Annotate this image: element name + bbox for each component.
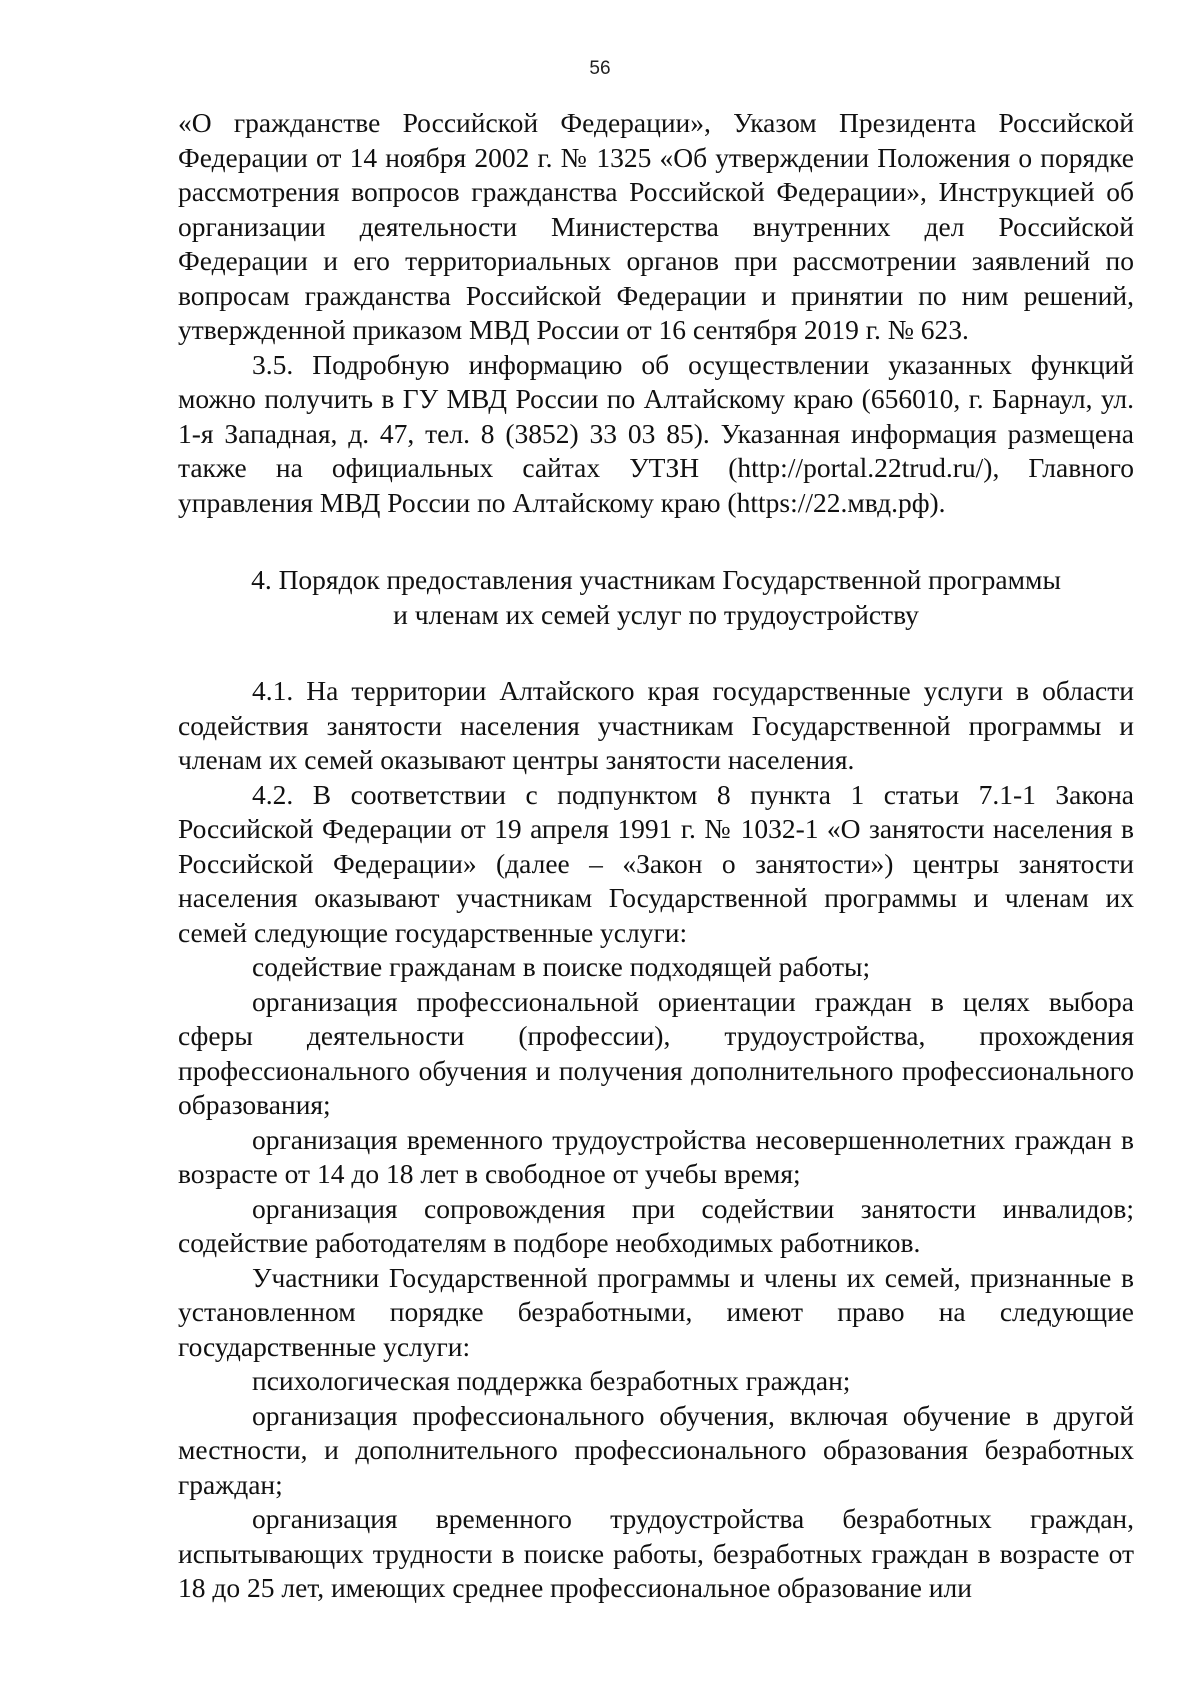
list-item-temporary-employment: организация временного трудоустройства безработных граждан, испытывающих трудности в поиске работы, безработных граждан в возрасте от 18 до 25 лет, имеющих среднее профессиональное образование или [178,1503,1134,1603]
list-item-vocational-training: организация профессионального обучения, включая обучение в другой местности, и дополнительного профессионального образования безработных граждан; [178,1399,1134,1500]
list-item-disabled-support: организация сопровождения при содействии занятости инвалидов; содействие работодателям в подборе необходимых работников. [178,1192,1134,1258]
section-heading [178,563,1134,632]
paragraph-4-1: 4.1. На территории Алтайского края государственные услуги в области содействия занятости населения участникам Государственной программы и членам их семей оказывают центры занятости населения. [178,675,1134,775]
page-number: 56 [589,58,611,79]
list-item-career-guidance: организация профессиональной ориентации граждан в целях выбора сферы деятельности (профессии), трудоустройства, прохождения профессионального обучения и получения дополнительного профессионального образования; [178,985,1134,1120]
section-heading-line-2: и членам их семей услуг по трудоустройству [393,598,919,630]
list-item-job-search: содействие гражданам в поиске подходящей работы; [252,951,871,982]
paragraph-unemployed-rights: Участники Государственной программы и члены их семей, признанные в установленном порядке безработными, имеют право на следующие государственные услуги: [178,1261,1134,1362]
list-item-minors-employment: организация временного трудоустройства несовершеннолетних граждан в возрасте от 14 до 18 лет в свободное от учебы время; [178,1123,1134,1189]
paragraph-3-5: 3.5. Подробную информацию об осуществлении указанных функций можно получить в ГУ МВД России по Алтайскому краю (656010, г. Барнаул, ул. 1-я Западная, д. 47, тел. 8 (3852) 33 03 85). Указанная информация размещена также на официальных сайтах УТЗН (http://portal.22trud.ru/), Главного управления МВД России по Алтайскому краю (https://22.мвд.рф). [178,348,1134,518]
paragraph-continuation: «О гражданстве Российской Федерации», Указом Президента Российской Федерации от 14 ноября 2002 г. № 1325 «Об утверждении Положения о порядке рассмотрения вопросов гражданства Российской Федерации», Инструкцией об организации деятельности Министерства внутренних дел Российской Федерации и его территориальных органов при рассмотрении заявлений по вопросам гражданства Российской Федерации и принятии по ним решений, утвержденной приказом МВД России от 16 сентября 2019 г. № 623. [178,107,1134,345]
document-body [178,106,1134,1606]
list-item-psychological-support: психологическая поддержка безработных граждан; [252,1365,851,1396]
paragraph-4-2: 4.2. В соответствии с подпунктом 8 пункта 1 статьи 7.1-1 Закона Российской Федерации от 19 апреля 1991 г. № 1032-1 «О занятости населения в Российской Федерации» (далее – «Закон о занятости») центры занятости населения оказывают участникам Государственной программы и членам их семей следующие государственные услуги: [178,778,1134,948]
section-heading-line-1: 4. Порядок предоставления участникам Государственной программы [251,564,1061,595]
